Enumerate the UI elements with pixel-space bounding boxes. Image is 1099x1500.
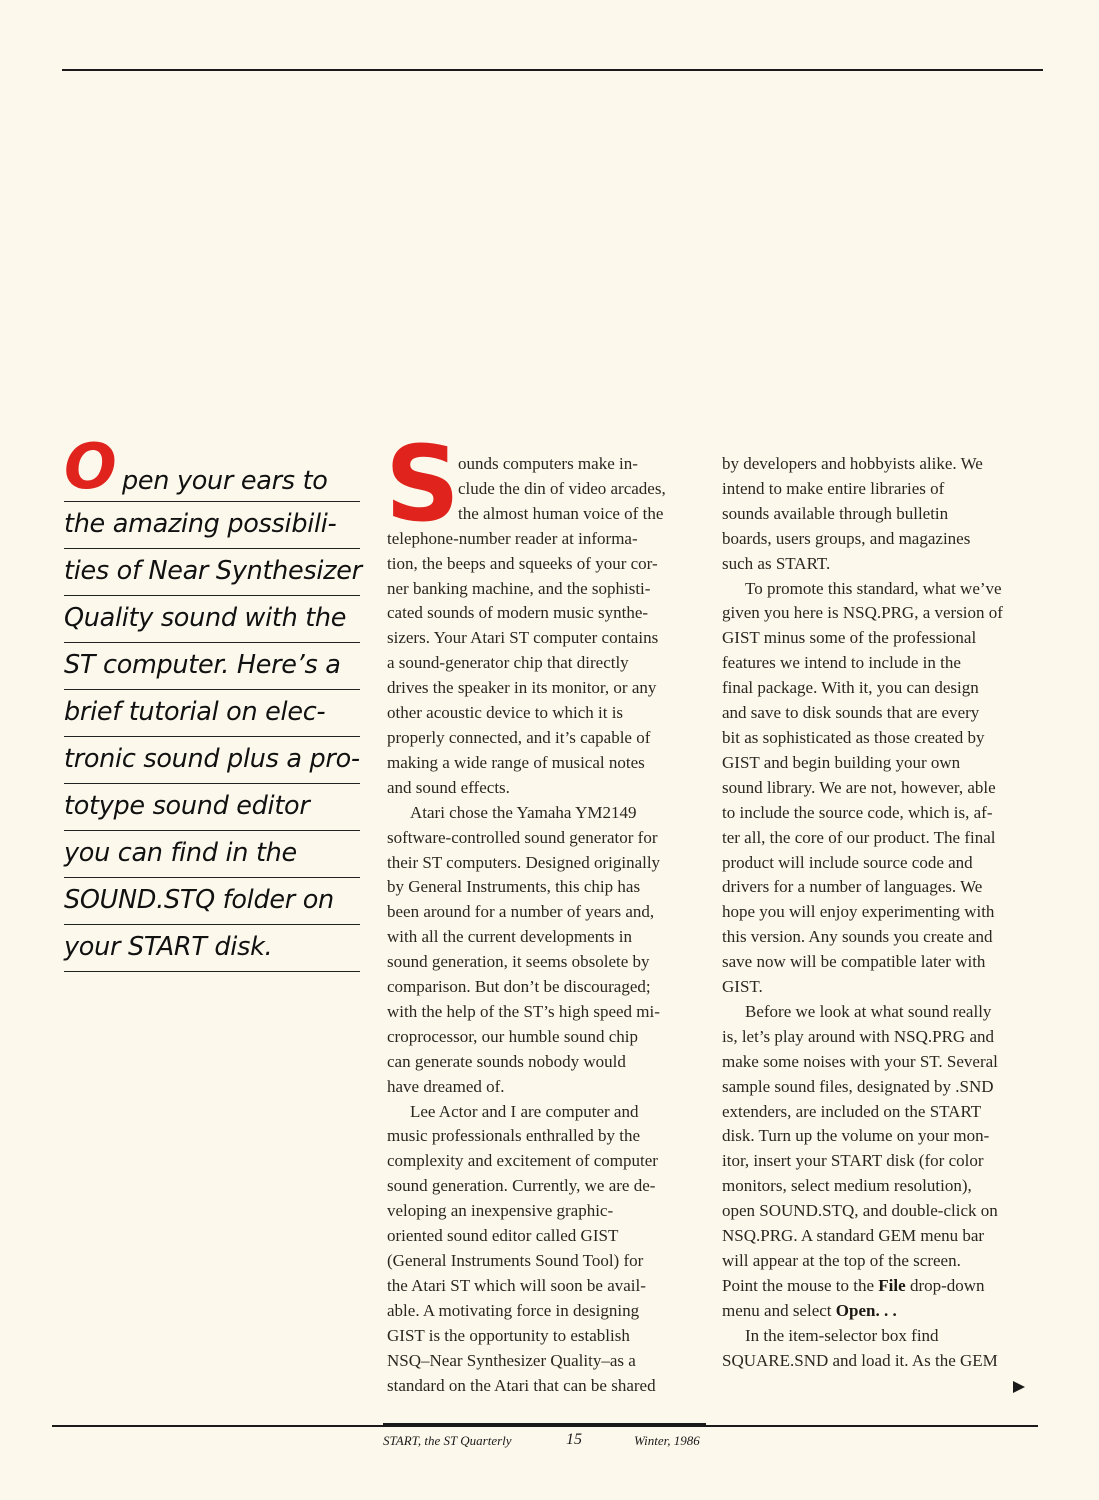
- body-line: have dreamed of.: [387, 1076, 505, 1096]
- menu-name-file: File: [878, 1275, 906, 1295]
- pull-quote: [64, 430, 362, 972]
- footer-publication: START, the ST Quarterly: [383, 1433, 512, 1448]
- body-line: to include the source code, which is, af-: [722, 802, 993, 822]
- body-line: ounds computers make in-: [458, 454, 638, 473]
- menu-item-open: Open. . .: [835, 1300, 897, 1320]
- pull-quote-text: the amazing possibili-: [64, 509, 337, 539]
- body-line: properly connected, and it’s capable of: [387, 727, 651, 747]
- footer-rule: [383, 1423, 706, 1427]
- body-line: bit as sophisticated as those created by: [722, 727, 985, 747]
- pull-quote-text: SOUND.STQ folder on: [64, 885, 334, 915]
- pull-quote-line: [64, 784, 360, 831]
- body-text: Point the mouse to the: [722, 1275, 875, 1295]
- body-line: will appear at the top of the screen.: [722, 1251, 961, 1270]
- body-line: other acoustic device to which it is: [387, 703, 624, 723]
- body-line: croprocessor, our humble sound chip: [387, 1026, 638, 1046]
- body-line: Before we look at what sound really: [745, 1001, 992, 1021]
- body-line: features we intend to include in the: [722, 653, 961, 673]
- pull-quote-text: you can find in the: [64, 838, 297, 868]
- body-line: ter all, the core of our product. The final: [722, 827, 996, 847]
- body-line: Atari chose the Yamaha YM2149: [410, 802, 637, 822]
- body-line: able. A motivating force in designing: [387, 1300, 640, 1320]
- body-line: been around for a number of years and,: [387, 902, 655, 922]
- body-line: cated sounds of modern music synthe-: [387, 603, 649, 623]
- body-line: with the help of the ST’s high speed mi-: [387, 1001, 660, 1021]
- body-line: open SOUND.STQ, and double-click on: [722, 1201, 998, 1221]
- body-line: their ST computers. Designed originally: [387, 852, 661, 872]
- pull-quote-text: totype sound editor: [64, 791, 310, 821]
- pull-quote-line: [64, 831, 360, 878]
- body-line: software-controlled sound generator for: [387, 827, 658, 847]
- body-line: can generate sounds nobody would: [387, 1051, 626, 1071]
- pull-quote-line: [64, 430, 360, 503]
- dropcap-o-letter: O: [64, 430, 117, 503]
- body-line: [722, 1299, 1034, 1324]
- dropcap-s-letter: S: [385, 423, 460, 545]
- pull-quote-line: [64, 690, 360, 737]
- body-text: menu and select: [722, 1300, 832, 1320]
- body-line: sounds available through bulletin: [722, 503, 949, 523]
- body-line: monitors, select medium resolution),: [722, 1176, 972, 1196]
- pull-quote-line: [64, 596, 360, 643]
- body-line: SQUARE.SND and load it. As the GEM: [722, 1350, 998, 1370]
- body-line: comparison. But don’t be discouraged;: [387, 977, 651, 997]
- body-line: NSQ.PRG. A standard GEM menu bar: [722, 1226, 985, 1246]
- pull-quote-line: [64, 925, 360, 972]
- body-line: tion, the beeps and squeeks of your cor-: [387, 553, 658, 573]
- article-column-2: [722, 452, 1034, 1374]
- body-line: sound generation. Currently, we are de-: [387, 1176, 656, 1196]
- article-column-1: [387, 452, 697, 1398]
- pull-quote-line: [64, 643, 360, 690]
- body-line: standard on the Atari that can be shared: [387, 1375, 656, 1395]
- body-line: veloping an inexpensive graphic-: [387, 1201, 614, 1221]
- body-line: ner banking machine, and the sophisti-: [387, 578, 651, 598]
- body-line: is, let’s play around with NSQ.PRG and: [722, 1026, 994, 1046]
- body-line: telephone-number reader at informa-: [387, 528, 638, 548]
- continue-arrow-icon: [1013, 1381, 1025, 1393]
- body-line: [722, 1274, 1034, 1299]
- body-line: boards, users groups, and magazines: [722, 528, 971, 548]
- body-line: sound generation, it seems obsolete by: [387, 952, 650, 972]
- body-line: clude the din of video arcades,: [458, 478, 666, 498]
- body-line: making a wide range of musical notes: [387, 752, 645, 772]
- body-line: and sound effects.: [387, 777, 510, 797]
- pull-quote-line: [64, 549, 360, 596]
- body-line: NSQ–Near Synthesizer Quality–as a: [387, 1350, 636, 1370]
- body-line: by developers and hobbyists alike. We: [722, 454, 983, 473]
- body-line: save now will be compatible later with: [722, 952, 986, 972]
- body-line: make some noises with your ST. Several: [722, 1051, 998, 1071]
- body-line: disk. Turn up the volume on your mon-: [722, 1126, 990, 1146]
- body-line: given you here is NSQ.PRG, a version of: [722, 603, 1003, 623]
- pull-quote-text: pen your ears to: [122, 466, 328, 496]
- pull-quote-text: ties of Near Synthesizer: [64, 556, 362, 586]
- body-line: final package. With it, you can design: [722, 678, 979, 698]
- body-line: (General Instruments Sound Tool) for: [387, 1251, 644, 1270]
- body-line: drivers for a number of languages. We: [722, 877, 983, 897]
- body-line: itor, insert your START disk (for color: [722, 1151, 984, 1171]
- body-line: the Atari ST which will soon be avail-: [387, 1275, 646, 1295]
- body-line: complexity and excitement of computer: [387, 1151, 658, 1171]
- body-line: and save to disk sounds that are every: [722, 703, 980, 723]
- pull-quote-text: ST computer. Here’s a: [64, 650, 341, 680]
- body-line: drives the speaker in its monitor, or any: [387, 678, 657, 698]
- body-line: music professionals enthralled by the: [387, 1126, 641, 1146]
- body-text: drop-down: [909, 1275, 985, 1295]
- body-line: hope you will enjoy experimenting with: [722, 902, 995, 922]
- body-line: Lee Actor and I are computer and: [410, 1101, 639, 1121]
- body-line: sample sound files, designated by .SND: [722, 1076, 994, 1096]
- body-line: product will include source code and: [722, 852, 973, 872]
- body-line: In the item-selector box find: [745, 1325, 939, 1345]
- page-number: 15: [566, 1431, 582, 1448]
- body-line: GIST minus some of the professional: [722, 628, 977, 648]
- pull-quote-text: tronic sound plus a pro-: [64, 744, 360, 774]
- body-line: sizers. Your Atari ST computer contains: [387, 628, 659, 648]
- body-line: intend to make entire libraries of: [722, 478, 945, 498]
- body-line: oriented sound editor called GIST: [387, 1226, 619, 1246]
- dropcap-o: [64, 430, 120, 503]
- body-line: by General Instruments, this chip has: [387, 877, 641, 897]
- body-line: extenders, are included on the START: [722, 1101, 982, 1121]
- pull-quote-line: [64, 737, 360, 784]
- body-line: with all the current developments in: [387, 927, 633, 947]
- pull-quote-line: [64, 878, 360, 925]
- footer-issue: Winter, 1986: [634, 1433, 700, 1448]
- body-line: a sound-generator chip that directly: [387, 653, 629, 673]
- body-line: GIST.: [722, 977, 763, 997]
- body-line: sound library. We are not, however, able: [722, 777, 996, 797]
- pull-quote-line: [64, 502, 360, 549]
- pull-quote-text: your START disk.: [64, 932, 273, 962]
- top-rule: [62, 69, 1043, 71]
- body-line: GIST is the opportunity to establish: [387, 1325, 630, 1345]
- pull-quote-text: brief tutorial on elec-: [64, 697, 326, 727]
- body-line: the almost human voice of the: [458, 503, 664, 523]
- pull-quote-text: Quality sound with the: [64, 603, 347, 633]
- body-line: such as START.: [722, 553, 831, 573]
- body-line: this version. Any sounds you create and: [722, 927, 993, 947]
- body-line: GIST and begin building your own: [722, 752, 961, 772]
- body-line: To promote this standard, what we’ve: [745, 578, 1002, 598]
